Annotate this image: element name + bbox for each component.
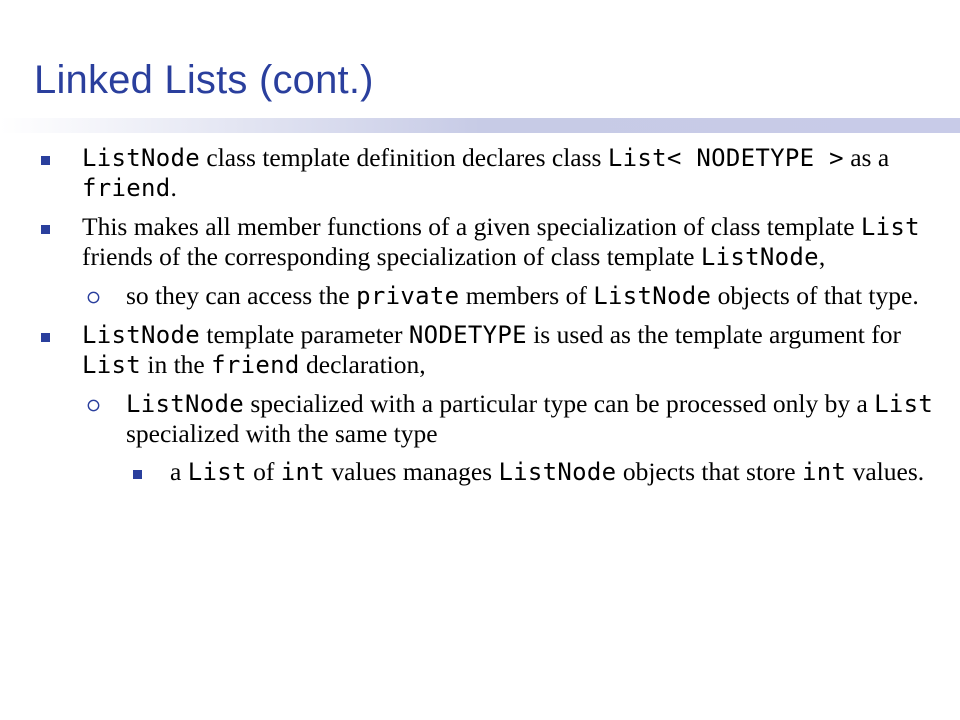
- text-run: template parameter: [200, 320, 409, 349]
- slide-body: [30, 143, 945, 496]
- text-run: .: [170, 173, 177, 202]
- title-underline-bar: [0, 118, 960, 133]
- bullet-item-level-1: [30, 320, 945, 380]
- bullet-item-level-2: [30, 281, 945, 311]
- bullet-text: [82, 143, 945, 203]
- code-term: List< NODETYPE >: [607, 144, 844, 172]
- text-run: specialized with the same type: [126, 419, 438, 448]
- text-run: is used as the template argument for: [526, 320, 901, 349]
- circle-bullet-icon: [87, 399, 100, 412]
- code-term: ListNode: [498, 458, 617, 486]
- bullet-text: [170, 457, 945, 487]
- code-term: List: [860, 213, 920, 241]
- square-bullet-icon: [41, 333, 50, 342]
- code-term: ListNode: [593, 282, 712, 310]
- code-term: NODETYPE: [408, 321, 527, 349]
- text-run: This makes all member functions of a given specialization of class template: [82, 212, 861, 241]
- square-bullet-icon: [133, 470, 142, 479]
- bullet-text: [82, 320, 945, 380]
- code-term: int: [280, 458, 325, 486]
- circle-bullet-icon: [87, 291, 100, 304]
- code-term: friend: [82, 174, 171, 202]
- text-run: as a: [843, 143, 890, 172]
- bullet-item-level-1: [30, 143, 945, 203]
- text-run: specialized with a particular type can be processed only by a: [244, 389, 875, 418]
- bullet-item-level-3: [30, 457, 945, 487]
- code-term: List: [187, 458, 247, 486]
- text-run: a: [170, 457, 188, 486]
- text-run: objects of that type.: [711, 281, 919, 310]
- bullet-text: [126, 281, 945, 311]
- code-term: ListNode: [700, 243, 819, 271]
- code-term: ListNode: [82, 144, 200, 172]
- bullet-item-level-1: [30, 212, 945, 272]
- bullet-text: [82, 212, 945, 272]
- text-run: in the: [141, 350, 212, 379]
- text-run: declaration,: [299, 350, 426, 379]
- slide-title: Linked Lists (cont.): [34, 58, 374, 102]
- text-run: members of: [459, 281, 594, 310]
- text-run: values manages: [324, 457, 499, 486]
- bullet-item-level-2: [30, 389, 945, 448]
- code-term: friend: [211, 351, 300, 379]
- bullet-text: [126, 389, 945, 448]
- code-term: List: [82, 351, 141, 379]
- code-term: List: [874, 390, 934, 418]
- text-run: class template definition declares class: [200, 143, 608, 172]
- text-run: so they can access the: [126, 281, 357, 310]
- code-term: ListNode: [82, 321, 200, 349]
- square-bullet-icon: [41, 156, 50, 165]
- square-bullet-icon: [41, 225, 50, 234]
- code-term: int: [801, 458, 847, 486]
- text-run: ,: [818, 242, 826, 271]
- text-run: of: [246, 457, 281, 486]
- text-run: friends of the corresponding specialization of class template: [82, 242, 701, 271]
- code-term: ListNode: [126, 390, 244, 418]
- text-run: objects that store: [616, 457, 802, 486]
- code-term: private: [356, 282, 460, 310]
- text-run: values.: [846, 457, 925, 486]
